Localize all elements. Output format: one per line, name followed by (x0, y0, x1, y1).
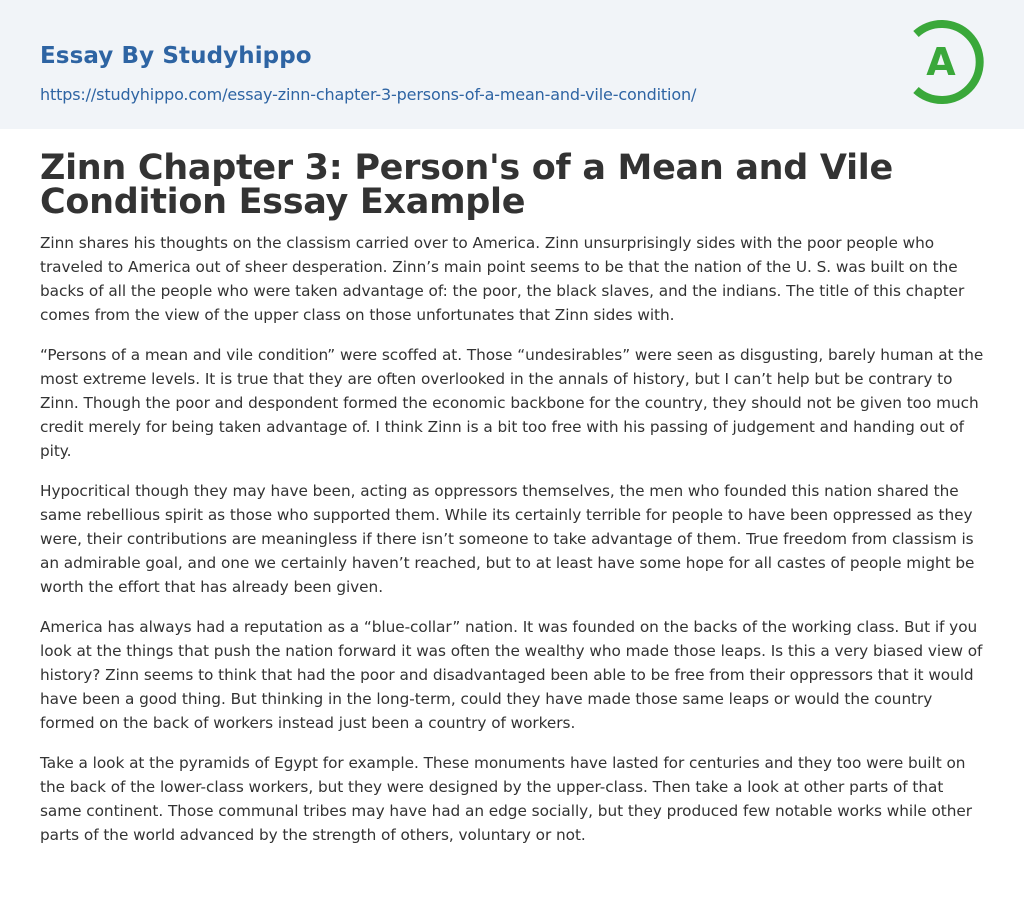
article (0, 148, 1024, 847)
brand-title[interactable]: Essay By Studyhippo (40, 43, 312, 69)
paragraph-2: “Persons of a mean and vile condition” were scoffed at. Those “undesirables” were seen as disgusting, barely human at the most extreme levels. It is true that they are often overlooked in the annals of history, but I can’t help but be contrary to Zinn. Though the poor and despondent formed the economic backbone for the country, they should not be given too much credit merely for being taken advantage of. I think Zinn is a bit too free with his passing of judgement and handing out of pity. (40, 346, 984, 460)
paragraph-4: America has always had a reputation as a “blue-collar” nation. It was founded on the backs of the working class. But if you look at the things that push the nation forward it was often the wealthy who made those leaps. Is this a very biased view of history? Zinn seems to think that had the poor and disadvantaged been able to be free from their oppressors that it would have been a good thing. But thinking in the long-term, could they have made those same leaps or would the country formed on the back of workers instead just been a country of workers. (40, 618, 983, 732)
paragraph-1: Zinn shares his thoughts on the classism carried over to America. Zinn unsurprisingly sides with the poor people who traveled to America out of sheer desperation. Zinn’s main point seems to be that the nation of the U. S. was built on the backs of all the people who were taken advantage of: the poor, the black slaves, and the indians. The title of this chapter comes from the view of the upper class on those unfortunates that Zinn sides with. (40, 234, 965, 324)
site-header (0, 0, 1024, 129)
paragraph-3: Hypocritical though they may have been, acting as oppressors themselves, the men who founded this nation shared the same rebellious spirit as those who supported them. While its certainly terrible for people to have been oppressed as they were, their contributions are meaningless if there isn’t someone to take advantage of them. True freedom from classism is an admirable goal, and one we certainly haven’t reached, but to at least have some hope for all castes of people might be worth the effort that has already been given. (40, 482, 975, 596)
page-title: Zinn Chapter 3: Person's of a Mean and Vile Condition Essay Example (40, 148, 893, 222)
logo-letter: A (926, 40, 956, 84)
essay-url-link[interactable]: https://studyhippo.com/essay-zinn-chapter-3-persons-of-a-mean-and-vile-condition/ (40, 85, 697, 104)
studyhippo-logo-icon[interactable] (908, 18, 988, 106)
paragraph-5: Take a look at the pyramids of Egypt for example. These monuments have lasted for centuries and they too were built on the back of the lower-class workers, but they were designed by the upper-class. Then take a look at other parts of that same continent. Those communal tribes may have had an edge socially, but they produced few notable works while other parts of the world advanced by the strength of others, voluntary or not. (40, 754, 972, 844)
